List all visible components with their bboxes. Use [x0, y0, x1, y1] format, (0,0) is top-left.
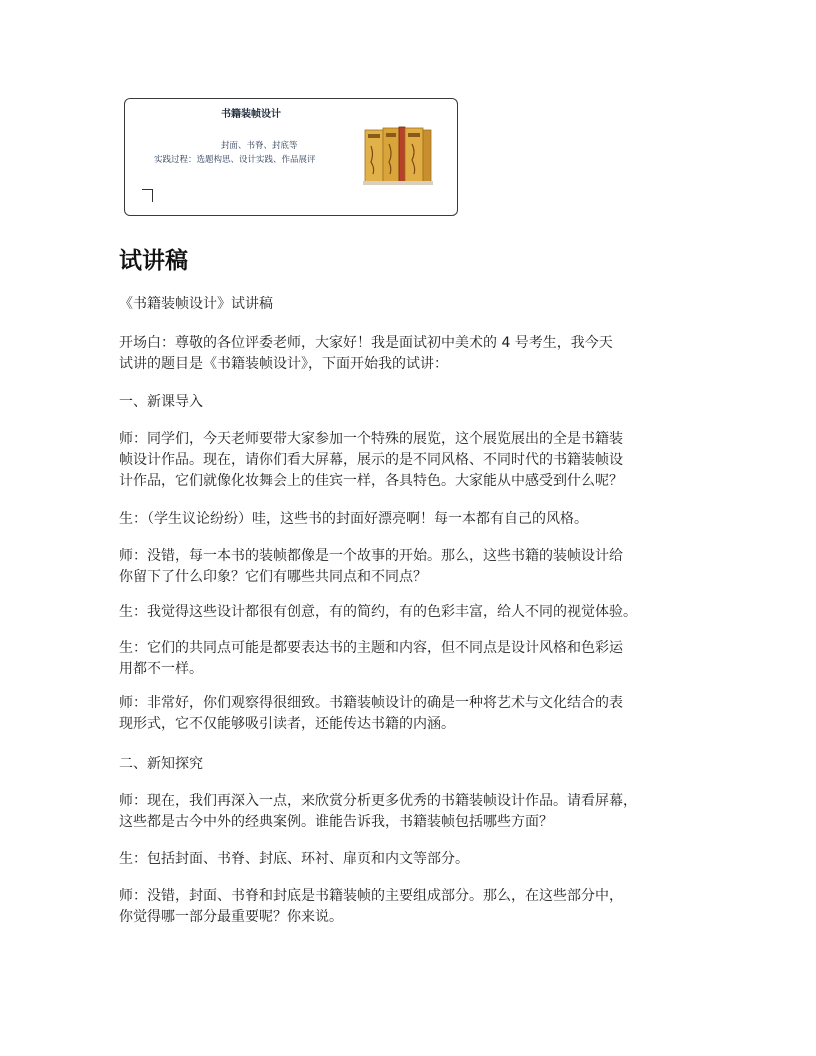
- banner-title: 书籍装帧设计: [221, 109, 281, 120]
- paragraph: [119, 546, 709, 588]
- paragraph: [119, 849, 709, 870]
- paragraph-line: 生：（学生议论纷纷）哇，这些书的封面好漂亮啊！每一本都有自己的风格。: [119, 511, 588, 527]
- paragraph-line: 师：现在，我们再深入一点，来欣赏分析更多优秀的书籍装帧设计作品。请看屏幕，: [119, 793, 637, 809]
- corner-mark-icon: [142, 189, 153, 202]
- paragraph-line: 计作品，它们就像化妆舞会上的佳宾一样，各具特色。大家能从中感受到什么呢？: [119, 473, 623, 489]
- paragraph: [119, 392, 709, 413]
- paragraph: [119, 638, 709, 680]
- paragraph-line: 师：同学们，今天老师要带大家参加一个特殊的展览，这个展览展出的全是书籍装: [119, 431, 623, 447]
- paragraph: [119, 886, 709, 928]
- paragraph-line: 生：包括封面、书脊、封底、环衬、扉页和内文等部分。: [119, 851, 469, 867]
- paragraph-line: 生：我觉得这些设计都很有创意，有的简约，有的色彩丰富，给人不同的视觉体验。: [119, 604, 637, 620]
- paragraph-line: 帧设计作品。现在，请你们看大屏幕，展示的是不同风格、不同时代的书籍装帧设: [119, 452, 623, 468]
- books-illustration-icon: [363, 124, 433, 186]
- paragraph: [119, 294, 709, 315]
- paragraph-line: 《书籍装帧设计》试讲稿: [119, 296, 273, 312]
- paragraph-line: 生：它们的共同点可能是都要表达书的主题和内容，但不同点是设计风格和色彩运: [119, 640, 623, 656]
- paragraph-line: 你留下了什么印象？它们有哪些共同点和不同点？: [119, 569, 427, 585]
- paragraph: [119, 509, 709, 530]
- paragraph-line: 师：没错，封面、书脊和封底是书籍装帧的主要组成部分。那么，在这些部分中，: [119, 888, 623, 904]
- banner-subtitle: 封面、书脊、封底等: [221, 141, 298, 151]
- banner-process: 实践过程：选题构思、设计实践、作品展评: [154, 155, 316, 165]
- paragraph: [119, 429, 709, 492]
- paragraph: [119, 693, 709, 735]
- paragraph-line: 一、新课导入: [119, 394, 203, 410]
- paragraph-line: 这些都是古今中外的经典案例。谁能告诉我，书籍装帧包括哪些方面？: [119, 814, 553, 830]
- paragraph-line: 你觉得哪一部分最重要呢？你来说。: [119, 909, 343, 925]
- document-title: 试讲稿: [119, 248, 188, 274]
- banner-card: [124, 98, 458, 216]
- paragraph: [119, 754, 709, 775]
- paragraph: [119, 602, 709, 623]
- paragraph: [119, 791, 709, 833]
- paragraph-line: 二、新知探究: [119, 756, 203, 772]
- paragraph-line: 用都不一样。: [119, 661, 203, 677]
- paragraph-line: 现形式，它不仅能够吸引读者，还能传达书籍的内涵。: [119, 716, 455, 732]
- paragraph-line: 试讲的题目是《书籍装帧设计》，下面开始我的试讲：: [119, 356, 448, 372]
- paragraph: [119, 333, 709, 375]
- paragraph-line: 开场白：尊敬的各位评委老师，大家好！我是面试初中美术的 4 号考生，我今天: [119, 335, 613, 351]
- paragraph-line: 师：没错，每一本书的装帧都像是一个故事的开始。那么，这些书籍的装帧设计给: [119, 548, 623, 564]
- paragraph-line: 师：非常好，你们观察得很细致。书籍装帧设计的确是一种将艺术与文化结合的表: [119, 695, 623, 711]
